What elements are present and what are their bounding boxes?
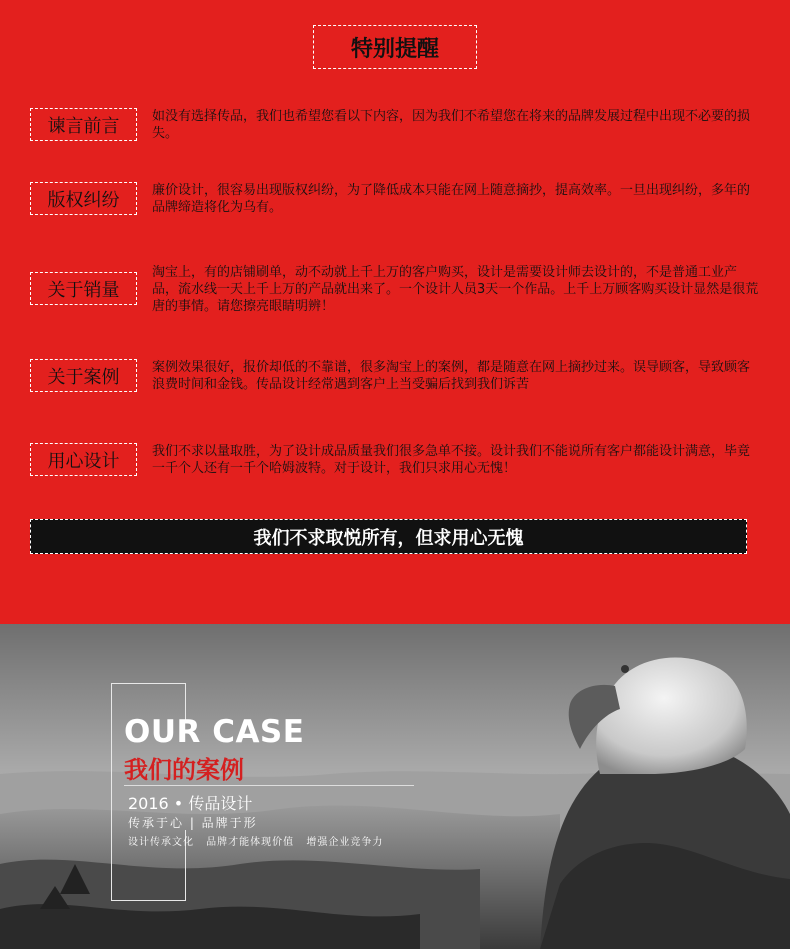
section-text-sales: 淘宝上，有的店铺刷单，动不动就上千上万的客户购买，设计是需要设计师去设计的，不是普通工业产品，流水线一天上千上万的产品就出来了。一个设计人员3天一个作品。上千上万顾客购买设计显然是很荒唐的事情。请您擦亮眼睛明辨！ <box>152 265 759 314</box>
section-text-design: 我们不求以量取胜，为了设计成品质量我们很多急单不接。设计我们不能说所有客户都能设计满意，毕竟一千个人还有一千个哈姆波特。对于设计，我们只求用心无愧！ <box>152 444 751 476</box>
case-title-en: OUR CASE <box>124 714 305 750</box>
section-text-cases: 案例效果很好，报价却低的不靠谱，很多淘宝上的案例，都是随意在网上摘抄过来。误导顾客，导致顾客浪费时间和金钱。传品设计经常遇到客户上当受骗后找到我们诉苦 <box>152 360 751 392</box>
motto-banner: 我们不求取悦所有，但求用心无愧 <box>30 519 747 554</box>
case-year-brand: 2016 • 传品设计 <box>128 794 253 813</box>
section-label-design: 用心设计 <box>30 443 137 476</box>
section-label-cases: 关于案例 <box>30 359 137 392</box>
section-text-preface: 如没有选择传品，我们也希望您看以下内容，因为我们不希望您在将来的品牌发展过程中出现不必要的损失。 <box>152 109 751 141</box>
section-label-preface: 谏言前言 <box>30 108 137 141</box>
case-slogan-secondary: 设计传承文化 品牌才能体现价值 增强企业竞争力 <box>128 837 384 848</box>
notice-title: 特别提醒 <box>313 25 477 69</box>
case-slogan-primary: 传承于心 | 品牌于形 <box>128 816 258 830</box>
section-label-copyright: 版权纠纷 <box>30 182 137 215</box>
section-text-copyright: 廉价设计，很容易出现版权纠纷，为了降低成本只能在网上随意摘抄，提高效率。一旦出现纠纷，多年的品牌缔造将化为乌有。 <box>152 183 751 215</box>
section-label-sales: 关于销量 <box>30 272 137 305</box>
case-divider <box>124 785 414 786</box>
case-title-cn: 我们的案例 <box>124 756 244 784</box>
